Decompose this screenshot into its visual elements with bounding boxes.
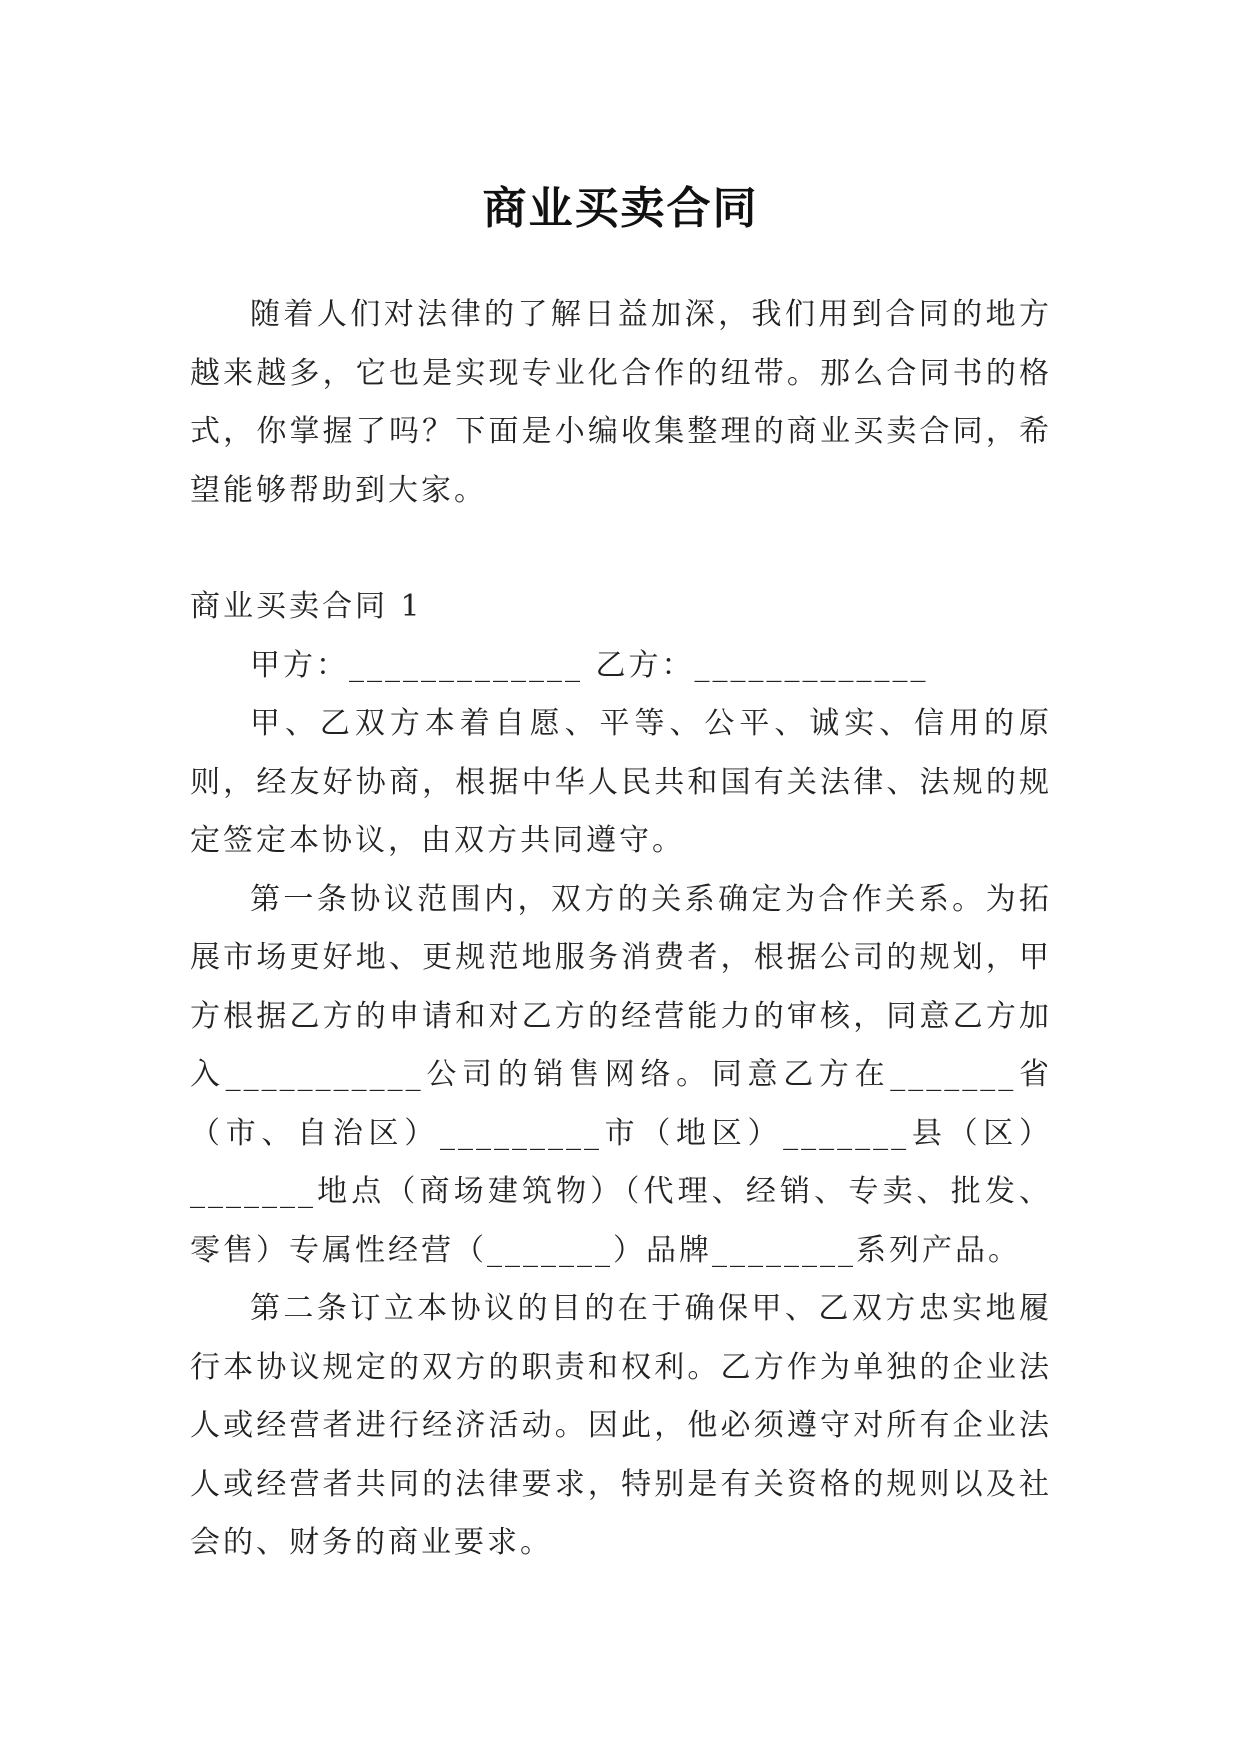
paragraph-principles: 甲、乙双方本着自愿、平等、公平、诚实、信用的原则，经友好协商，根据中华人民共和国有关法律、法规的规定签定本协议，由双方共同遵守。 — [190, 706, 1052, 858]
spacer — [190, 520, 1052, 578]
document-title: 商业买卖合同 — [482, 183, 759, 235]
paragraph-article-2: 第二条订立本协议的目的在于确保甲、乙双方忠实地履行本协议规定的双方的职责和权利。乙方作为单独的企业法人或经营者进行经济活动。因此，他必须遵守对所有企业法人或经营者共同的法律要求，特别是有关资格的规则以及社会的、财务的商业要求。 — [190, 1291, 1052, 1560]
document-body — [190, 286, 1052, 1573]
intro-paragraph: 随着人们对法律的了解日益加深，我们用到合同的地方越来越多，它也是实现专业化合作的纽带。那么合同书的格式，你掌握了吗？下面是小编收集整理的商业买卖合同，希望能够帮助到大家。 — [190, 297, 1052, 508]
parties-line: 甲方：_____________ 乙方：_____________ — [250, 647, 929, 683]
paragraph-article-1: 第一条协议范围内，双方的关系确定为合作关系。为拓展市场更好地、更规范地服务消费者，根据公司的规划，甲方根据乙方的申请和对乙方的经营能力的审核，同意乙方加入___________公司的销售网络。同意乙方在_______省（市、自治区）_________市（地区）_______县（区）_______地点（商场建筑物）（代理、经销、专卖、批发、零售）专属性经营（_______）品牌________系列产品。 — [190, 881, 1052, 1268]
section-title: 商业买卖合同 1 — [190, 589, 423, 624]
